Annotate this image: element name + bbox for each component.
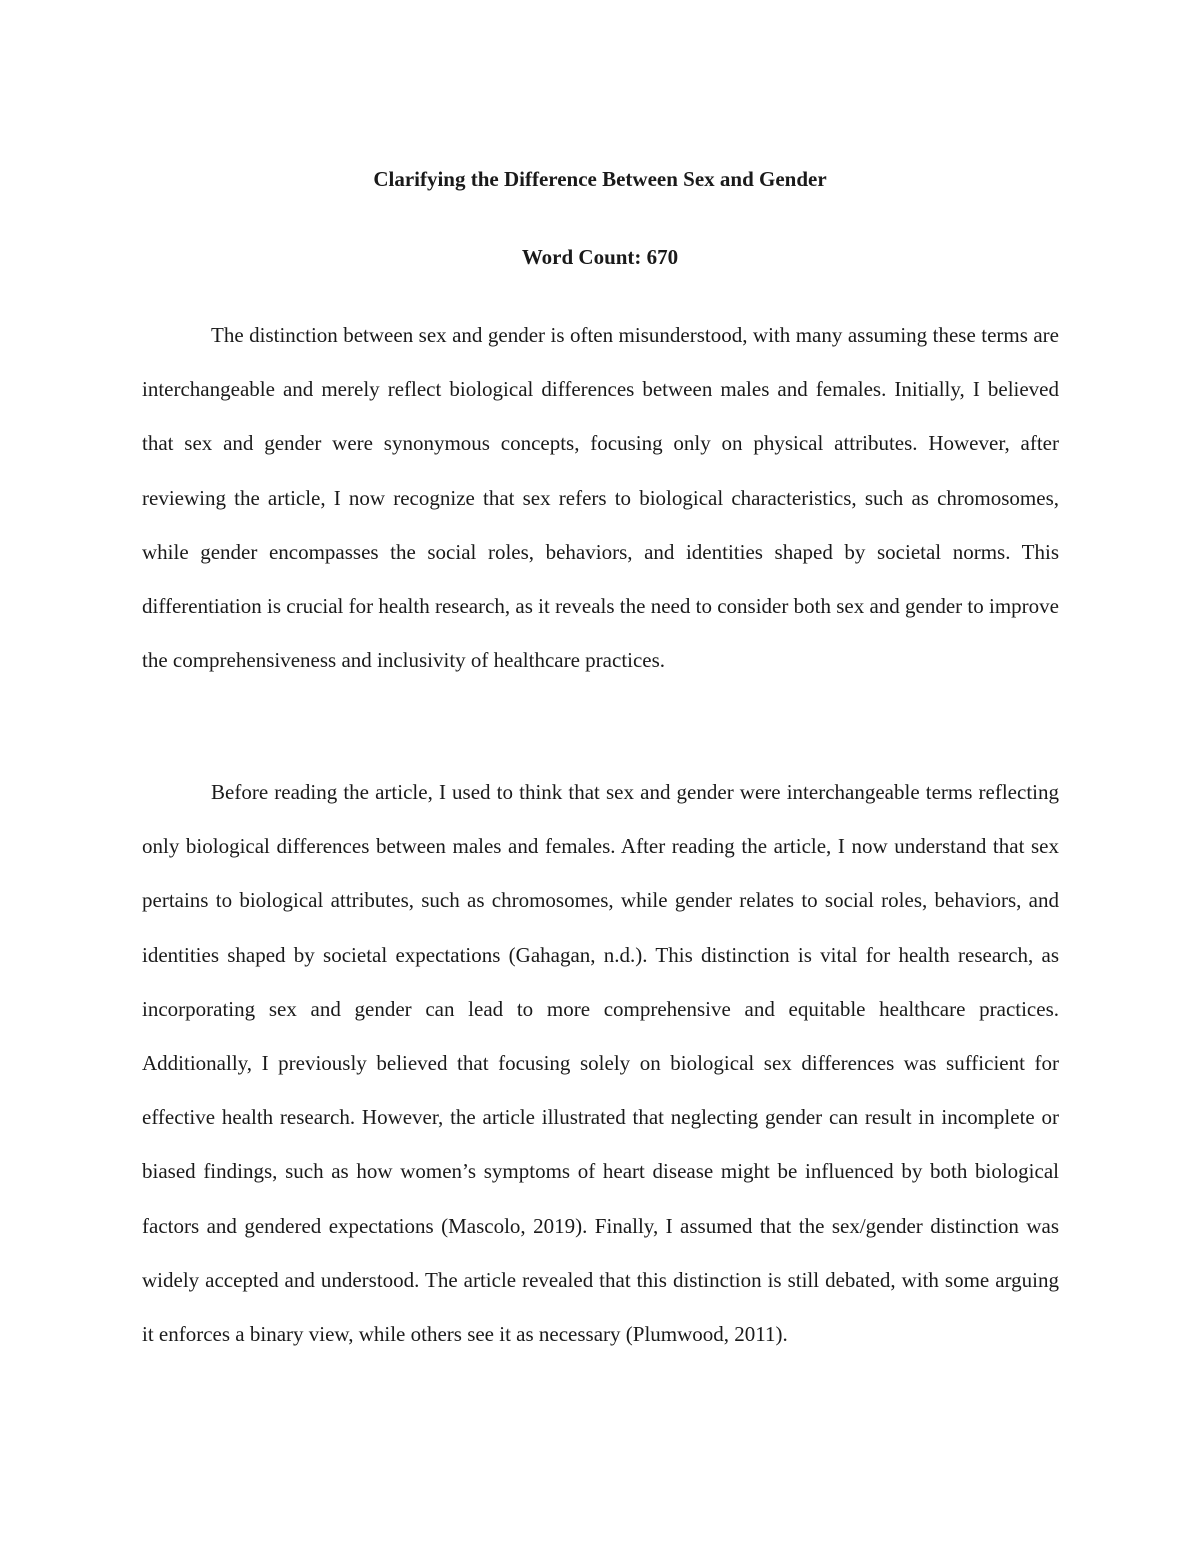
body-paragraph-1: The distinction between sex and gender is often misunderstood, with many assuming these terms are interchangeable and merely reflect biological differences between males and females. Initially, I believed that sex and gender were synonymous concepts, focusing only on physical attributes. However, after reviewing the article, I now recognize that sex refers to biological characteristics, such as chromosomes, while gender encompasses the social roles, behaviors, and identities shaped by societal norms. This differentiation is crucial for health research, as it reveals the need to consider both sex and gender to improve the comprehensiveness and inclusivity of healthcare practices. bbox=[142, 323, 1059, 673]
word-count: Word Count: 670 bbox=[521, 245, 679, 269]
body-paragraph-2: Before reading the article, I used to think that sex and gender were interchangeable terms reflecting only biological differences between males and females. After reading the article, I now understand that sex pertains to biological attributes, such as chromosomes, while gender relates to social roles, behaviors, and identities shaped by societal expectations (Gahagan, n.d.). This distinction is vital for health research, as incorporating sex and gender can lead to more comprehensive and equitable healthcare practices. Additionally, I previously believed that focusing solely on biological sex differences was sufficient for effective health research. However, the article illustrated that neglecting gender can result in incomplete or biased findings, such as how women’s symptoms of heart disease might be influenced by both biological factors and gendered expectations (Mascolo, 2019). Finally, I assumed that the sex/gender distinction was widely accepted and understood. The article revealed that this distinction is still debated, with some arguing it enforces a binary view, while others see it as necessary (Plumwood, 2011). bbox=[142, 780, 1059, 1347]
document-title: Clarifying the Difference Between Sex and Gender bbox=[373, 167, 827, 191]
